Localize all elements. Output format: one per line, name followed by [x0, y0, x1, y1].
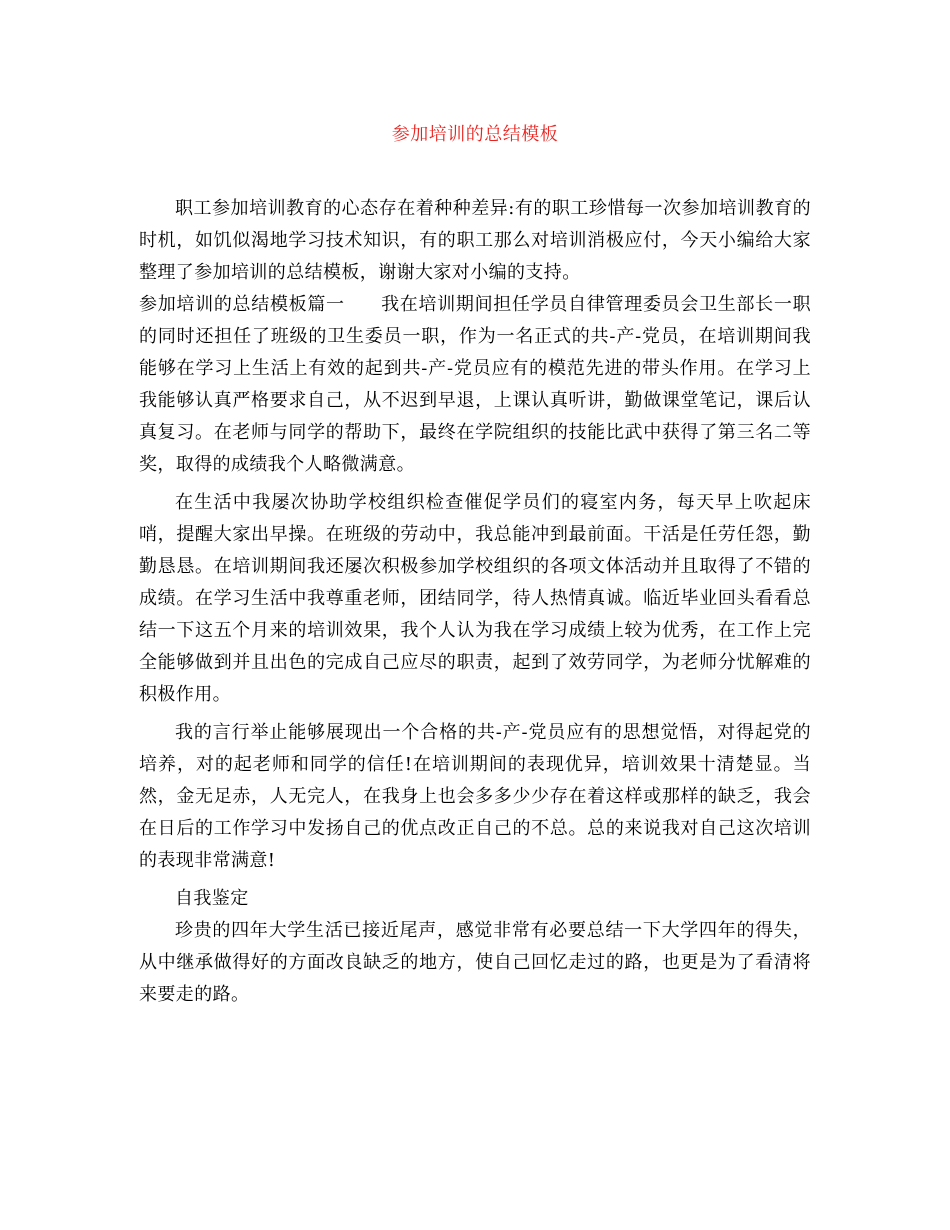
document-body — [139, 193, 811, 1017]
intro-paragraph: 职工参加培训教育的心态存在着种种差异:有的职工珍惜每一次参加培训教育的时机，如饥似渴地学习技术知识，有的职工那么对培训消极应付，今天小编给大家整理了参加培训的总结模板，谢谢大家对小编的支持。 — [139, 198, 811, 283]
self-assessment-heading: 自我鉴定 — [175, 888, 249, 909]
section-heading: 参加培训的总结模板篇一 — [139, 294, 345, 315]
section-paragraph-1-text: 我在培训期间担任学员自律管理委员会卫生部长一职的同时还担任了班级的卫生委员一职，作为一名正式的共-产-党员，在培训期间我能够在学习上生活上有效的起到共-产-党员应有的模范先进的带头作用。在学习上我能够认真严格要求自己，从不迟到早退，上课认真听讲，勤做课堂笔记，课后认真复习。在老师与同学的帮助下，最终在学院组织的技能比武中获得了第三名二等奖，取得的成绩我个人略微满意。 — [139, 294, 811, 475]
body-paragraph-3: 我的言行举止能够展现出一个合格的共-产-党员应有的思想觉悟，对得起党的培养，对的起老师和同学的信任!在培训期间的表现优异，培训效果十清楚显。当然，金无足赤，人无完人，在我身上也会多多少少存在着这样或那样的缺乏，我会在日后的工作学习中发扬自己的优点改正自己的不总。总的来说我对自己这次培训的表现非常满意! — [139, 722, 811, 871]
section-paragraph-1 — [139, 289, 811, 481]
body-paragraph-2: 在生活中我屡次协助学校组织检查催促学员们的寝室内务，每天早上吹起床哨，提醒大家出早操。在班级的劳动中，我总能冲到最前面。干活是任劳任怨，勤勤恳恳。在培训期间我还屡次积极参加学校组织的各项文体活动并且取得了不错的成绩。在学习生活中我尊重老师，团结同学，待人热情真诚。临近毕业回头看看总结一下这五个月来的培训效果，我个人认为我在学习成绩上较为优秀，在工作上完全能够做到并且出色的完成自己应尽的职责，起到了效劳同学，为老师分忧解难的积极作用。 — [139, 492, 811, 705]
body-paragraph-4: 珍贵的四年大学生活已接近尾声，感觉非常有必要总结一下大学四年的得失，从中继承做得好的方面改良缺乏的地方，使自己回忆走过的路，也更是为了看清将来要走的路。 — [139, 920, 811, 1005]
document-title: 参加培训的总结模板 — [391, 124, 559, 145]
